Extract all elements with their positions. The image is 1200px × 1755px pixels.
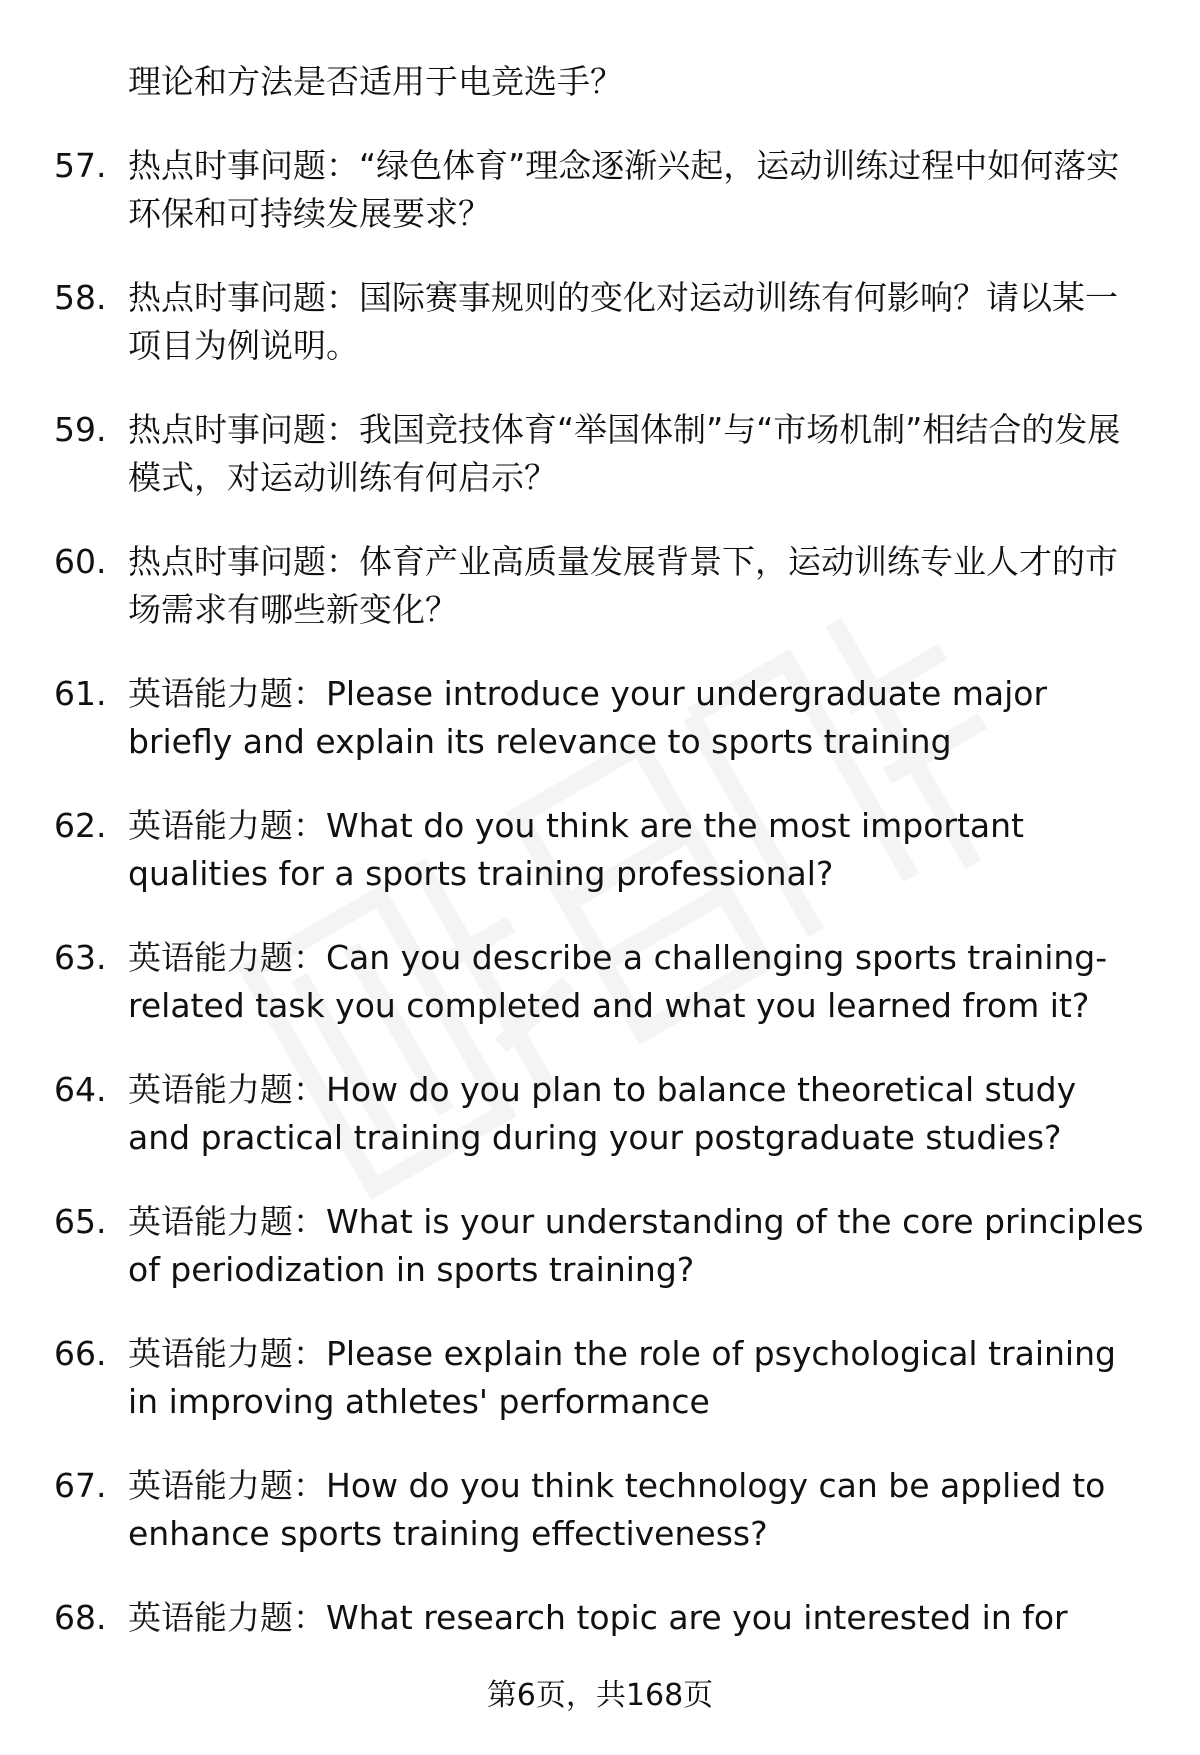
item-text: 热点时事问题：我国竞技体育“举国体制”与“市场机制”相结合的发展模式，对运动训练有何启示？ — [128, 410, 1121, 497]
list-item — [54, 274, 1154, 370]
item-text: 热点时事问题：体育产业高质量发展背景下，运动训练专业人才的市场需求有哪些新变化？ — [128, 542, 1118, 629]
item-text: 英语能力题：What is your understanding of the core principles of periodization in sports training? — [128, 1202, 1144, 1289]
item-text: 英语能力题：How do you think technology can be applied to enhance sports training effectiveness? — [128, 1466, 1106, 1553]
item-text: 英语能力题：Can you describe a challenging sports training-related task you completed and what you learned from it? — [128, 938, 1108, 1025]
list-item — [54, 1594, 1154, 1642]
item-number: 60. — [54, 542, 107, 581]
item-number: 66. — [54, 1334, 107, 1373]
list-item — [54, 142, 1154, 238]
item-number: 68. — [54, 1598, 107, 1637]
list-item — [54, 670, 1154, 766]
item-number: 58. — [54, 278, 107, 317]
item-number: 65. — [54, 1202, 107, 1241]
item-text: 热点时事问题：“绿色体育”理念逐渐兴起，运动训练过程中如何落实环保和可持续发展要求？ — [128, 146, 1120, 233]
list-item — [54, 538, 1154, 634]
page-footer: 第6页，共168页 — [486, 1678, 714, 1713]
item-number: 61. — [54, 674, 107, 713]
item-text: 英语能力题：Please explain the role of psychological training in improving athletes' performance — [128, 1334, 1116, 1421]
list-item — [54, 934, 1154, 1030]
item-number: 57. — [54, 146, 107, 185]
item-number: 59. — [54, 410, 107, 449]
list-item — [54, 1330, 1154, 1426]
item-text: 英语能力题：What research topic are you interested in for — [128, 1598, 1068, 1637]
item-number: 63. — [54, 938, 107, 977]
list-item — [54, 1462, 1154, 1558]
continuation-text: 理论和方法是否适用于电竞选手？ — [128, 62, 623, 101]
list-item — [54, 406, 1154, 502]
item-text: 英语能力题：How do you plan to balance theoretical study and practical training during your postgraduate studies? — [128, 1070, 1077, 1157]
item-text: 英语能力题：What do you think are the most important qualities for a sports training professional? — [128, 806, 1024, 893]
item-text: 英语能力题：Please introduce your undergraduate major briefly and explain its relevance to sports training — [128, 674, 1048, 761]
question-list — [0, 58, 1200, 1678]
list-item — [54, 1198, 1154, 1294]
item-number: 67. — [54, 1466, 107, 1505]
item-number: 64. — [54, 1070, 107, 1109]
list-item — [54, 1066, 1154, 1162]
item-text: 热点时事问题：国际赛事规则的变化对运动训练有何影响？请以某一项目为例说明。 — [128, 278, 1118, 365]
item-number: 62. — [54, 806, 107, 845]
list-item — [54, 802, 1154, 898]
